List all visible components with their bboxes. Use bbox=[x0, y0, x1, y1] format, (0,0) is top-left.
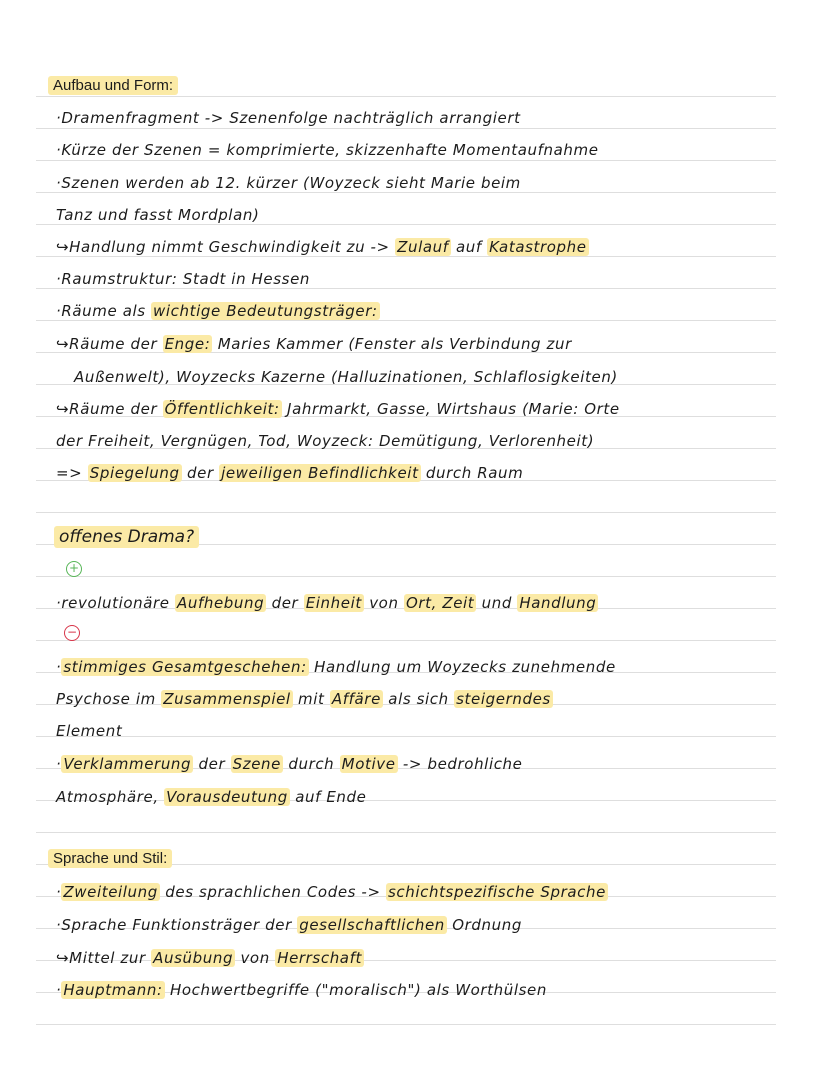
note-text: Atmosphäre, bbox=[56, 788, 165, 806]
highlight: Aufhebung bbox=[176, 594, 265, 612]
note-text: ·Räume als bbox=[56, 302, 152, 320]
note-text: · bbox=[56, 883, 62, 901]
highlight: Spiegelung bbox=[89, 464, 180, 482]
note-line bbox=[56, 656, 616, 678]
highlight: Enge: bbox=[164, 335, 211, 353]
highlight: Katastrophe bbox=[489, 238, 587, 256]
note-text: durch Raum bbox=[420, 464, 524, 482]
note-line: der Freiheit, Vergnügen, Tod, Woyzeck: Demütigung, Verlorenheit) bbox=[56, 432, 595, 450]
note-text: der bbox=[266, 594, 304, 612]
highlight: Motive bbox=[341, 755, 396, 773]
note-line bbox=[56, 398, 620, 420]
note-text: ↪Räume der bbox=[56, 400, 163, 418]
note-text: ·Sprache Funktionsträger der bbox=[56, 916, 298, 934]
highlight: Zweiteilung bbox=[63, 883, 158, 901]
note-text: ↪Mittel zur bbox=[56, 949, 152, 967]
note-text: auf bbox=[450, 238, 488, 256]
note-text: Handlung um Woyzecks zunehmende bbox=[308, 658, 616, 676]
highlight: Handlung bbox=[519, 594, 597, 612]
highlight: Ort, Zeit bbox=[405, 594, 475, 612]
heading-offenes-drama: offenes Drama? bbox=[54, 526, 199, 548]
note-line: Tanz und fasst Mordplan) bbox=[56, 206, 260, 224]
highlight: Verklammerung bbox=[63, 755, 192, 773]
note-text: · bbox=[56, 658, 62, 676]
highlight: schichtspezifische Sprache bbox=[387, 883, 606, 901]
note-text: ↪Handlung nimmt Geschwindigkeit zu -> bbox=[56, 238, 396, 256]
highlight: Szene bbox=[232, 755, 281, 773]
note-text: von bbox=[363, 594, 404, 612]
note-text: und bbox=[476, 594, 518, 612]
note-line bbox=[56, 786, 366, 808]
heading-aufbau-und-form: Aufbau und Form: bbox=[48, 76, 178, 95]
highlight: Affäre bbox=[331, 690, 381, 708]
note-text: => bbox=[56, 464, 88, 482]
note-line bbox=[56, 753, 523, 775]
note-line bbox=[56, 947, 364, 969]
note-text: Psychose im bbox=[56, 690, 162, 708]
note-line bbox=[56, 979, 547, 1001]
note-text: der bbox=[193, 755, 231, 773]
note-line bbox=[56, 300, 380, 322]
note-line bbox=[56, 592, 598, 614]
highlight: Herrschaft bbox=[277, 949, 362, 967]
highlight: Zulauf bbox=[397, 238, 449, 256]
highlight: stimmiges Gesamtgeschehen: bbox=[63, 658, 307, 676]
note-line: ·Szenen werden ab 12. kürzer (Woyzeck sieht Marie beim bbox=[56, 174, 521, 192]
highlight: Vorausdeutung bbox=[166, 788, 288, 806]
highlight: Öffentlichkeit: bbox=[164, 400, 280, 418]
heading-sprache-und-stil: Sprache und Stil: bbox=[48, 849, 172, 868]
note-line: Außenwelt), Woyzecks Kazerne (Halluzinationen, Schlaflosigkeiten) bbox=[74, 368, 618, 386]
note-text: durch bbox=[282, 755, 340, 773]
note-line bbox=[56, 462, 523, 484]
note-text: ·revolutionäre bbox=[56, 594, 175, 612]
note-text: -> bedrohliche bbox=[397, 755, 523, 773]
note-line: ·Raumstruktur: Stadt in Hessen bbox=[56, 270, 311, 288]
note-text: der bbox=[181, 464, 220, 482]
note-line: ·Dramenfragment -> Szenenfolge nachträglich arrangiert bbox=[56, 109, 521, 127]
note-text: auf Ende bbox=[289, 788, 367, 806]
highlight: Zusammenspiel bbox=[163, 690, 291, 708]
plus-circle-icon: + bbox=[66, 561, 82, 577]
note-line bbox=[56, 914, 522, 936]
minus-circle-icon: − bbox=[64, 625, 80, 641]
note-text: Jahrmarkt, Gasse, Wirtshaus (Marie: Orte bbox=[281, 400, 620, 418]
note-line: ·Kürze der Szenen = komprimierte, skizzenhafte Momentaufnahme bbox=[56, 141, 599, 159]
highlight: Einheit bbox=[305, 594, 362, 612]
note-line bbox=[56, 333, 572, 355]
note-line bbox=[56, 688, 553, 710]
note-text: des sprachlichen Codes -> bbox=[159, 883, 386, 901]
highlight: Hauptmann: bbox=[63, 981, 163, 999]
note-text: Maries Kammer (Fenster als Verbindung zur bbox=[212, 335, 572, 353]
note-line bbox=[56, 236, 589, 258]
highlight: steigerndes bbox=[456, 690, 551, 708]
note-text: Hochwertbegriffe ("moralisch") als Worthülsen bbox=[164, 981, 547, 999]
note-text: Ordnung bbox=[446, 916, 522, 934]
note-text: mit bbox=[292, 690, 330, 708]
note-line: Element bbox=[56, 722, 123, 740]
note-text: · bbox=[56, 981, 62, 999]
highlight: gesellschaftlichen bbox=[299, 916, 445, 934]
highlight: jeweiligen Befindlichkeit bbox=[221, 464, 419, 482]
note-text: ↪Räume der bbox=[56, 335, 163, 353]
note-text: als sich bbox=[382, 690, 455, 708]
note-text: · bbox=[56, 755, 62, 773]
highlight: wichtige Bedeutungsträger: bbox=[153, 302, 378, 320]
highlight: Ausübung bbox=[153, 949, 234, 967]
note-text: von bbox=[235, 949, 276, 967]
note-line bbox=[56, 881, 608, 903]
